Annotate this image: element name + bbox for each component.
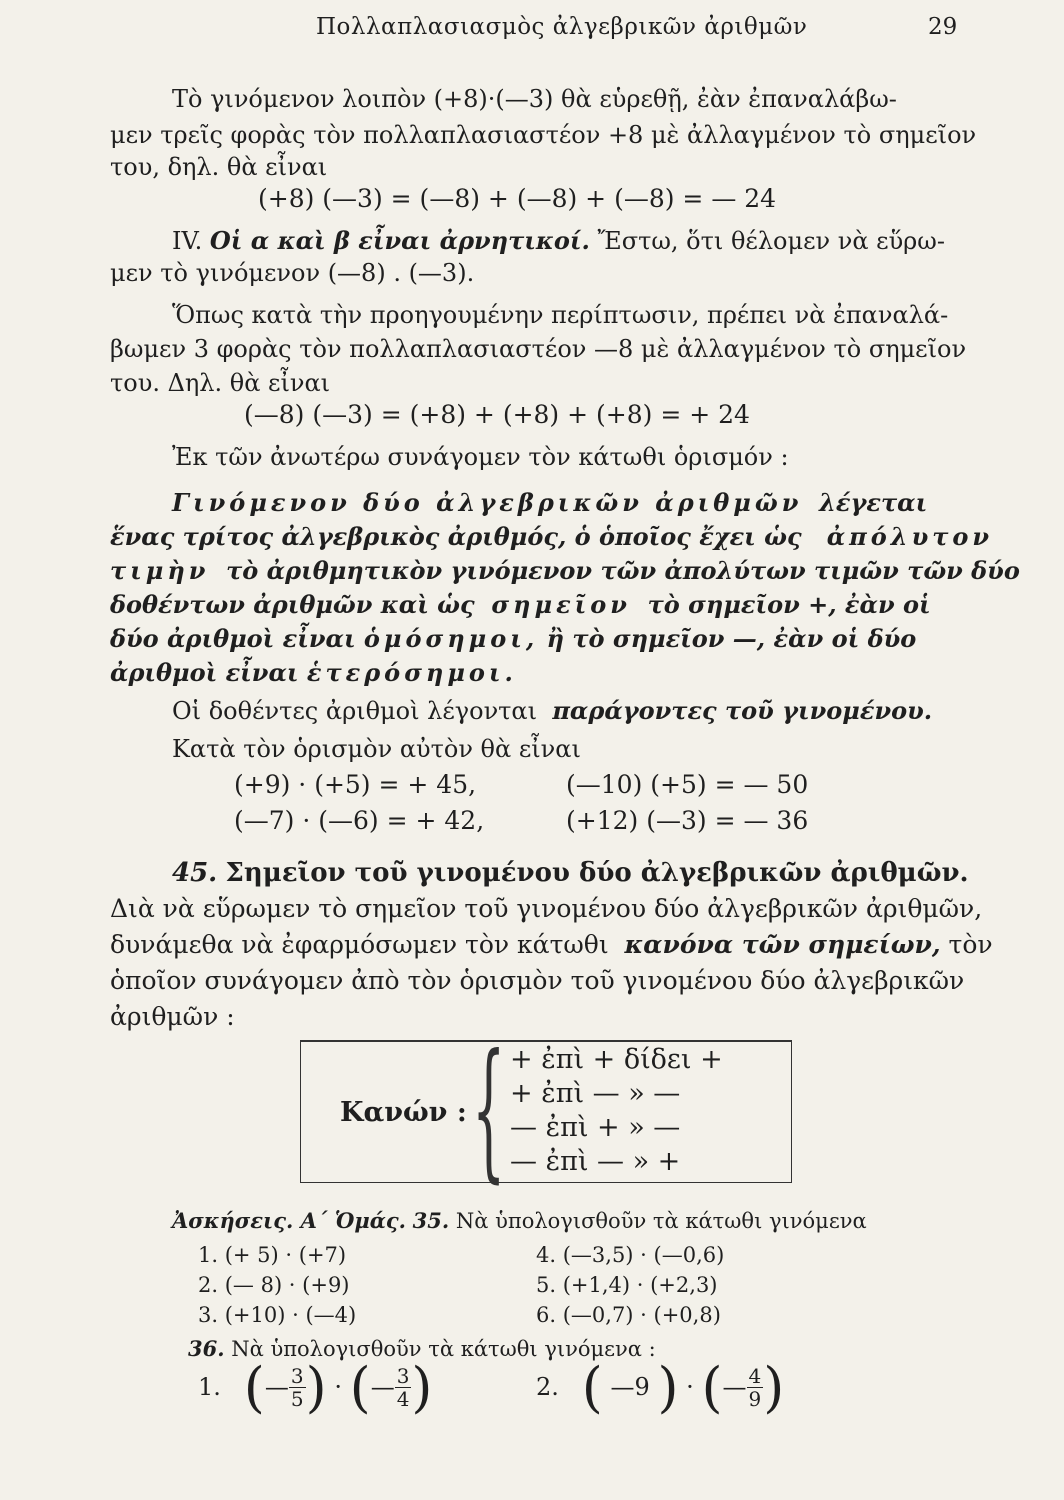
- exercises-heading-line: [172, 1206, 867, 1236]
- def-l3b: τὸ ἀριθμητικὸν γινόμενον τῶν ἀπολύτων τιμῶν τῶν δύο: [226, 556, 1020, 585]
- factors-text: Οἱ δοθέντες ἀριθμοὶ λέγονται: [172, 697, 538, 725]
- dot-operator: ·: [686, 1373, 694, 1401]
- s45-l2c: τὸν: [948, 930, 993, 959]
- section45-line1: Διὰ νὰ εὕρωμεν τὸ σημεῖον τοῦ γινομένου δύο ἀλγεβρικῶν ἀριθμῶν,: [110, 894, 983, 923]
- case4-label: IV.: [172, 227, 203, 255]
- definition-intro: Ἐκ τῶν ἀνωτέρω συνάγομεν τὸν κάτωθι ὁρισμόν :: [172, 443, 789, 471]
- exercise-item-6: 6. (—0,7) · (+0,8): [536, 1303, 721, 1327]
- frac-den: 4: [396, 1386, 410, 1411]
- paren-open: (: [701, 1355, 723, 1419]
- ex36-1-label: 1.: [198, 1373, 221, 1401]
- ex36-2-value: —9: [610, 1373, 650, 1401]
- def-term: Γινόμενον δύο ἀλγεβρικῶν ἀριθμῶν: [172, 488, 803, 517]
- case4-line4: βωμεν 3 φορὰς τὸν πολλαπλασιαστέον —8 μὲ ἀλλαγμένον τὸ σημεῖον: [110, 335, 967, 363]
- def-l6b: ἑτερόσημοι.: [306, 658, 517, 687]
- rule-label: Κανών :: [340, 1097, 467, 1128]
- exercise-item-4: 4. (—3,5) · (—0,6): [536, 1243, 725, 1267]
- frac-num: 3: [290, 1363, 304, 1388]
- definition-line6: [110, 658, 517, 688]
- exercise-item-5: 5. (+1,4) · (+2,3): [536, 1273, 718, 1297]
- frac-num: 4: [748, 1363, 762, 1388]
- def-l6a: ἀριθμοὶ εἶναι: [110, 658, 299, 687]
- example-1b: (—10) (+5) = — 50: [566, 770, 809, 799]
- section45-line2: [110, 930, 993, 960]
- definition-line4: [110, 590, 931, 620]
- def-l1b: λέγεται: [819, 488, 928, 517]
- paren-close: ): [763, 1355, 785, 1419]
- section45-line4: ἀριθμῶν :: [110, 1002, 235, 1031]
- fraction-3-5: [289, 1365, 306, 1410]
- case4-rest: Ἔστω, ὅτι θέλομεν νὰ εὕρω-: [589, 227, 945, 255]
- factors-emph: παράγοντες τοῦ γινομένου.: [552, 696, 933, 725]
- def-l5a: δύο ἀριθμοὶ εἶναι: [110, 624, 356, 653]
- exercise-36-text: Νὰ ὑπολογισθοῦν τὰ κάτωθι γινόμενα :: [231, 1337, 656, 1361]
- case4-line2: μεν τὸ γινόμενον (—8) . (—3).: [110, 259, 475, 287]
- minus-sign: —: [264, 1373, 289, 1401]
- exercise-item-2: 2. (— 8) · (+9): [198, 1273, 350, 1297]
- exercise-36-item-2: [536, 1352, 784, 1422]
- case4-line3: Ὅπως κατὰ τὴν προηγουμένην περίπτωσιν, πρέπει νὰ ἐπαναλά-: [172, 301, 949, 329]
- page-number: 29: [928, 14, 958, 40]
- para1-line2: μεν τρεῖς φορὰς τὸν πολλαπλασιαστέον +8 μὲ ἀλλαγμένον τὸ σημεῖον: [110, 121, 977, 149]
- def-l4c: τὸ σημεῖον +, ἐὰν οἱ: [647, 590, 931, 619]
- exercises-heading: Ἀσκήσεις. Α΄ Ὁμάς.: [172, 1208, 406, 1233]
- paren-open: (: [581, 1355, 603, 1419]
- exercise-item-1: 1. (+ 5) · (+7): [198, 1243, 347, 1267]
- rule-row-1: + ἐπὶ + δίδει +: [510, 1044, 723, 1075]
- section-title: Σημεῖον τοῦ γινομένου δύο ἀλγεβρικῶν ἀριθμῶν.: [225, 858, 969, 888]
- exercise-36-number: 36.: [188, 1336, 225, 1361]
- case4-heading: Οἱ α καὶ β εἶναι ἀρνητικοί.: [209, 226, 590, 255]
- section-45-heading: [172, 858, 969, 888]
- def-l2a: ἕνας τρίτος ἀλγεβρικὸς ἀριθμός, ὁ ὁποῖος ἔχει ὡς: [110, 522, 802, 551]
- equation-1: (+8) (—3) = (—8) + (—8) + (—8) = — 24: [258, 184, 777, 213]
- exercise-36-item-1: [198, 1352, 433, 1422]
- factors-line: [172, 696, 932, 726]
- section-number: 45.: [172, 858, 218, 888]
- brace-icon: {: [472, 1023, 506, 1197]
- definition-line3: [110, 556, 1020, 586]
- dot-operator: ·: [334, 1373, 342, 1401]
- s45-l2a: δυνάμεθα νὰ ἐφαρμόσωμεν τὸν κάτωθι: [110, 930, 609, 959]
- example-1a: (+9) · (+5) = + 45,: [234, 770, 477, 799]
- s45-l2b: κανόνα τῶν σημείων,: [624, 930, 941, 959]
- case4-line5: του. Δηλ. θὰ εἶναι: [110, 369, 331, 397]
- paren-open: (: [349, 1355, 371, 1419]
- examples-intro: Κατὰ τὸν ὁρισμὸν αὐτὸν θὰ εἶναι: [172, 735, 581, 763]
- definition-line5: [110, 624, 916, 654]
- paren-close: ): [411, 1355, 433, 1419]
- example-2b: (+12) (—3) = — 36: [566, 806, 809, 835]
- running-header: Πολλαπλασιασμὸς ἀλγεβρικῶν ἀριθμῶν: [316, 14, 808, 40]
- minus-sign: —: [722, 1373, 747, 1401]
- definition-line1: [172, 488, 927, 518]
- def-l3a: τιμὴν: [110, 556, 210, 585]
- rule-row-4: — ἐπὶ — » +: [510, 1146, 681, 1177]
- definition-line2: [110, 522, 993, 552]
- para1-line3: του, δηλ. θὰ εἶναι: [110, 153, 328, 181]
- ex36-2-label: 2.: [536, 1373, 559, 1401]
- def-l5b: ὁμόσημοι,: [363, 624, 539, 653]
- fraction-4-9: [747, 1365, 764, 1410]
- rule-row-2: + ἐπὶ — » —: [510, 1078, 681, 1109]
- def-l2b: ἀπόλυτον: [826, 522, 994, 551]
- exercise-35-number: 35.: [412, 1208, 450, 1233]
- paren-close: ): [305, 1355, 327, 1419]
- rule-row-3: — ἐπὶ + » —: [510, 1112, 681, 1143]
- section45-line3: ὁποῖον συνάγομεν ἀπὸ τὸν ὁρισμὸν τοῦ γινομένου δύο ἀλγεβρικῶν: [110, 966, 965, 995]
- exercise-item-3: 3. (+10) · (—4): [198, 1303, 357, 1327]
- equation-2: (—8) (—3) = (+8) + (+8) + (+8) = + 24: [244, 400, 750, 429]
- exercise-35-text: Νὰ ὑπολογισθοῦν τὰ κάτωθι γινόμενα: [455, 1209, 867, 1233]
- minus-sign: —: [370, 1373, 395, 1401]
- frac-den: 5: [290, 1386, 304, 1411]
- example-2a: (—7) · (—6) = + 42,: [234, 806, 485, 835]
- def-l4b: σημεῖον: [491, 590, 631, 619]
- case4-line1: [172, 226, 945, 256]
- paren-open: (: [243, 1355, 265, 1419]
- def-l4a: δοθέντων ἀριθμῶν καὶ ὡς: [110, 590, 475, 619]
- para1-line1: Τὸ γινόμενον λοιπὸν (+8)·(—3) θὰ εὑρεθῇ, ἐὰν ἐπαναλάβω-: [172, 85, 897, 113]
- fraction-3-4: [395, 1365, 412, 1410]
- def-l5c: ἢ τὸ σημεῖον —, ἐὰν οἱ δύο: [546, 624, 917, 653]
- frac-num: 3: [396, 1363, 410, 1388]
- frac-den: 9: [748, 1386, 762, 1411]
- paren-close: ): [657, 1355, 679, 1419]
